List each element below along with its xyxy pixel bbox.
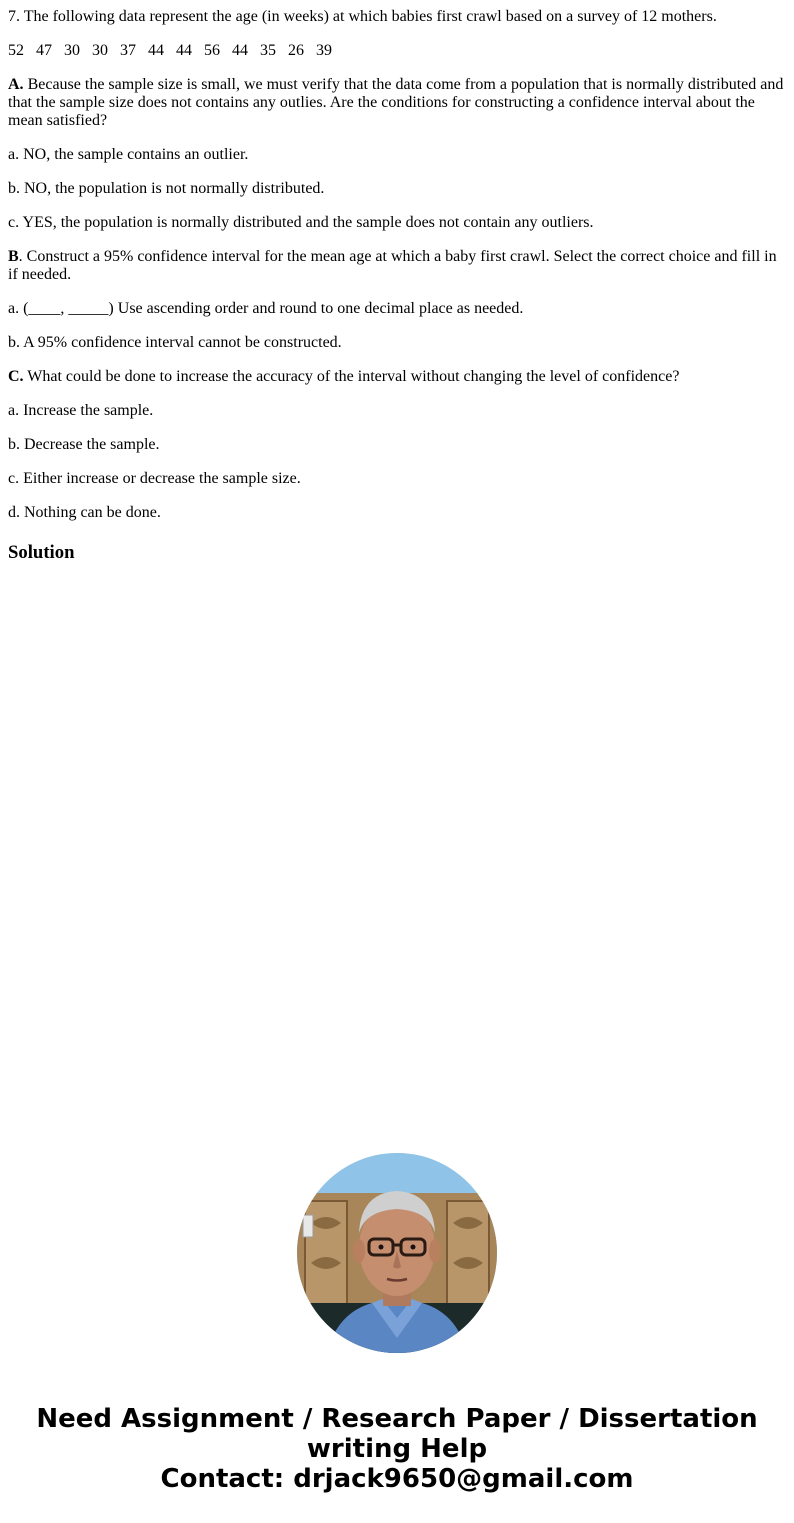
part-b-option-a: a. (____, _____) Use ascending order and round to one decimal place as needed. — [8, 300, 524, 317]
part-a-option-b: b. NO, the population is not normally distributed. — [8, 180, 325, 197]
solution-heading: Solution — [8, 542, 75, 563]
part-a-label: A. — [8, 76, 24, 93]
part-c-option-d: d. Nothing can be done. — [8, 504, 161, 521]
promo-line-1: Need Assignment / Research Paper / Dissertation — [36, 1404, 758, 1434]
part-b-question — [8, 248, 786, 284]
author-avatar — [297, 1153, 497, 1353]
part-c-option-b: b. Decrease the sample. — [8, 436, 160, 453]
part-c-question — [8, 368, 786, 386]
part-a-question — [8, 76, 786, 130]
part-c-label: C. — [8, 368, 24, 385]
part-c-text: What could be done to increase the accuracy of the interval without changing the level of confidence? — [23, 368, 680, 385]
part-a-option-c: c. YES, the population is normally distributed and the sample does not contain any outliers. — [8, 214, 594, 231]
promo-line-2: writing Help — [306, 1434, 488, 1464]
question-intro: 7. The following data represent the age (in weeks) at which babies first crawl based on a survey of 12 mothers. — [8, 8, 717, 25]
part-a-option-a: a. NO, the sample contains an outlier. — [8, 146, 249, 163]
part-b-text: . Construct a 95% confidence interval for the mean age at which a baby first crawl. Select the correct choice and fill in if needed. — [8, 248, 777, 283]
promo-contact: Contact: drjack9650@gmail.com — [160, 1464, 634, 1494]
part-c-option-c: c. Either increase or decrease the sample size. — [8, 470, 301, 487]
part-b-label: B — [8, 248, 19, 265]
part-a-text: Because the sample size is small, we must verify that the data come from a population that is normally distributed and that the sample size does not contains any outlies. Are the conditions for constructing a confidence interval about the mean satisfied? — [8, 76, 784, 129]
part-b-option-b: b. A 95% confidence interval cannot be constructed. — [8, 334, 342, 351]
promo-banner — [0, 1404, 794, 1494]
part-c-option-a: a. Increase the sample. — [8, 402, 154, 419]
author-portrait-icon — [297, 1153, 497, 1353]
data-values: 52 47 30 30 37 44 44 56 44 35 26 39 — [8, 42, 332, 59]
question-content — [8, 8, 786, 538]
